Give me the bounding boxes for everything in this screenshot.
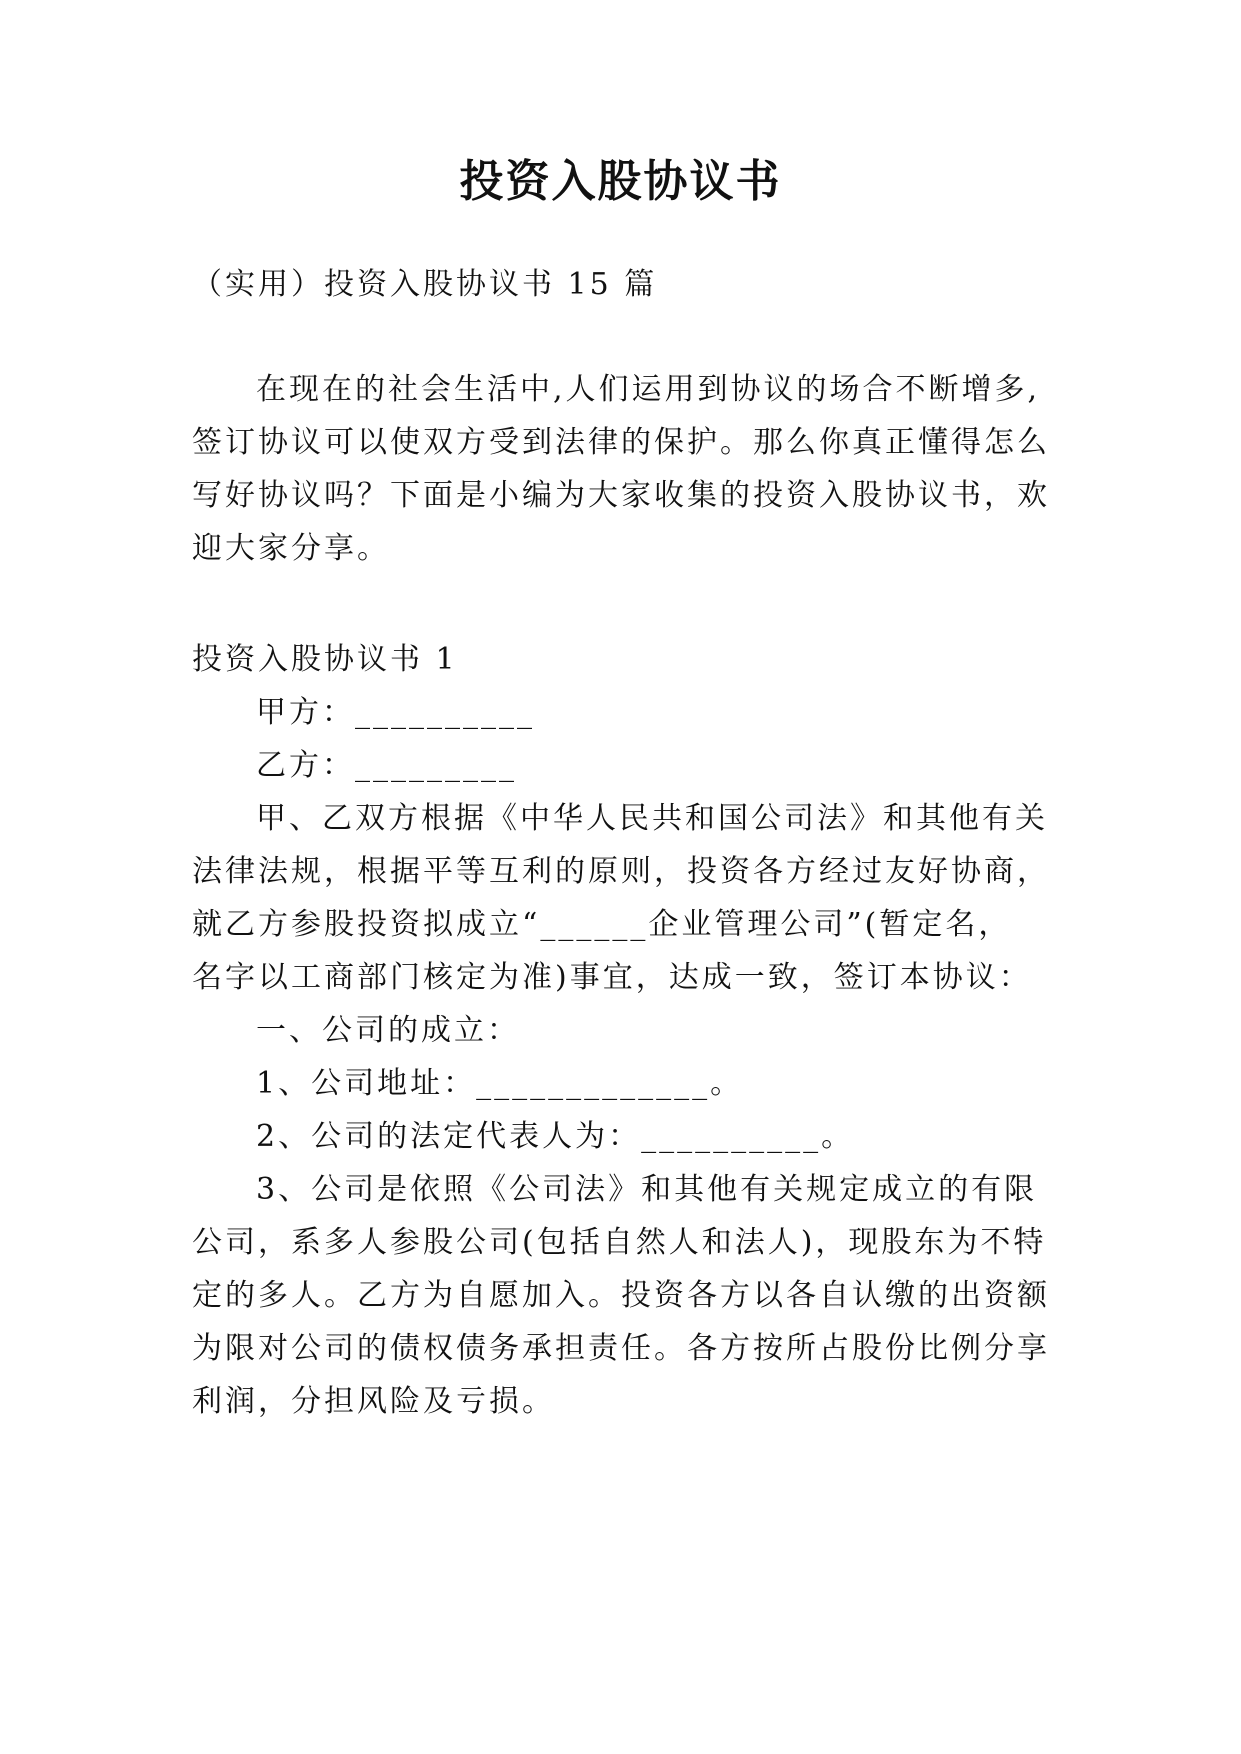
preamble-line: 名字以工商部门核定为准)事宜，达成一致，签订本协议：	[192, 960, 1032, 995]
clause-item-line: 3、公司是依照《公司法》和其他有关规定成立的有限	[256, 1172, 1038, 1207]
clause-item-line: 为限对公司的债权债务承担责任。各方按所占股份比例分享	[192, 1331, 1050, 1366]
party-b-line: 乙方：_________	[256, 748, 517, 783]
clause-item-line: 公司，系多人参股公司(包括自然人和法人)，现股东为不特	[192, 1225, 1047, 1260]
clause-item-line: 利润，分担风险及亏损。	[192, 1384, 555, 1419]
section-heading: 投资入股协议书 1	[192, 642, 458, 677]
preamble-line: 法律法规，根据平等互利的原则，投资各方经过友好协商，	[192, 854, 1050, 889]
preamble-line: 就乙方参股投资拟成立“______企业管理公司”(暂定名，	[192, 907, 1012, 942]
intro-line: 迎大家分享。	[192, 531, 390, 566]
intro-line: 写好协议吗？下面是小编为大家收集的投资入股协议书，欢	[192, 478, 1050, 513]
party-a-line: 甲方：__________	[256, 695, 535, 730]
clause-heading: 一、公司的成立：	[256, 1013, 520, 1048]
intro-line: 签订协议可以使双方受到法律的保护。那么你真正懂得怎么	[192, 425, 1050, 460]
document-subtitle: （实用）投资入股协议书 15 篇	[192, 267, 658, 302]
clause-item: 1、公司地址：_____________。	[256, 1066, 744, 1101]
clause-item-line: 定的多人。乙方为自愿加入。投资各方以各自认缴的出资额	[192, 1278, 1050, 1313]
intro-line: 在现在的社会生活中,人们运用到协议的场合不断增多,	[256, 372, 1041, 407]
document-title: 投资入股协议书	[459, 156, 782, 207]
preamble-line: 甲、乙双方根据《中华人民共和国公司法》和其他有关	[256, 801, 1048, 836]
clause-item: 2、公司的法定代表人为：__________。	[256, 1119, 855, 1154]
